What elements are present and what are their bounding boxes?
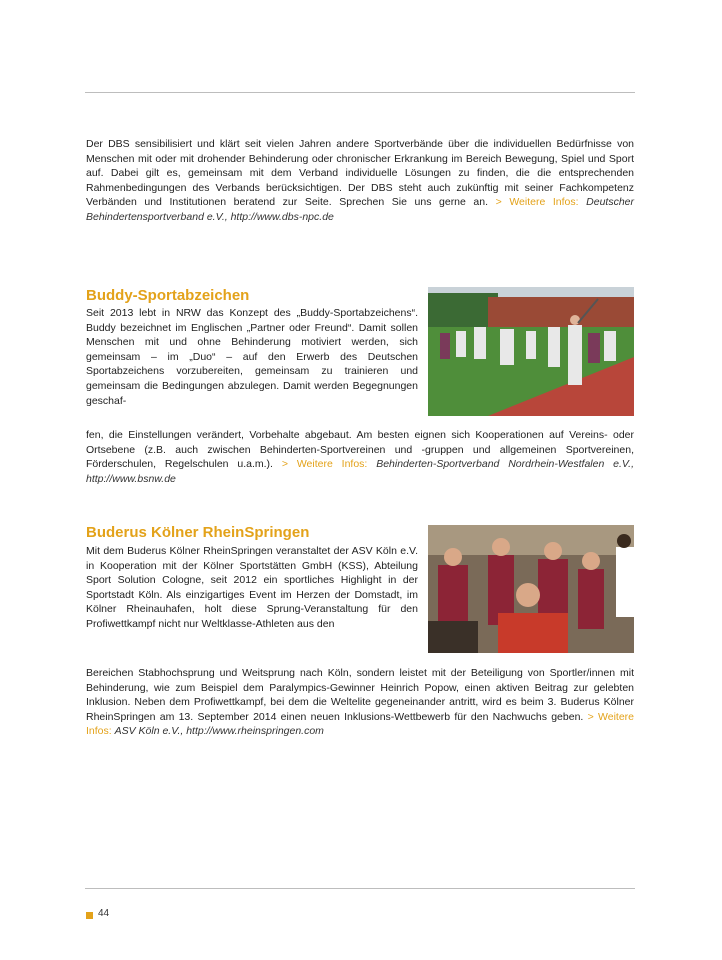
sports-field-photo (428, 287, 634, 416)
section-title-buddy: Buddy-Sportabzeichen (86, 287, 250, 304)
rheinspringen-more-link[interactable]: > Weitere Infos: (86, 710, 634, 738)
buddy-paragraph (86, 428, 634, 486)
buddy-source: Behinderten-Sportverband Nordrhein-Westfalen e.V., http://www.bsnw.de (86, 458, 634, 485)
page-number: 44 (98, 908, 110, 919)
footer-rule (85, 888, 635, 889)
rheinspringen-text: Bereichen Stabhochsprung und Weitsprung nach Köln, sondern leistet mit der Beteiligung von Sportler/innen mit Behinderung, wie zum Beispiel dem Paralympics-Gewinner Heinrich Popow, einen aktiven Beitrag zur gelebten Inklusion. Neben dem Profiwettkampf, bei dem die Weltelite gegeneinander antritt, wird es beim 3. Buderus Kölner RheinSpringen am 13. September 2014 einen neuen Inklusions-Wettbewerb für den Nachwuchs geben. (86, 667, 634, 723)
rheinspringen-paragraph-wrap: Mit dem Buderus Kölner RheinSpringen veranstaltet der ASV Köln e.V. in Kooperation mit der Kölner Sportstätten GmbH (KSS), Abteilung Sport Solution Cologne, seit 2012 ein sportliches Highlight in der Sportstadt Köln. Als einzigartiges Event im Herzen der Domstadt, im Kölner Rheinauhafen, holt diese Sprung-Veranstaltung für den Profiwettkampf nicht nur Weltklasse-Athleten aus den (86, 545, 418, 630)
rheinspringen-paragraph (86, 666, 634, 739)
crowd-photo (428, 525, 634, 653)
intro-more-link[interactable]: > Weitere Infos: (495, 196, 579, 209)
buddy-paragraph-wrap: Seit 2013 lebt in NRW das Konzept des „Buddy-Sportabzeichens“. Buddy bezeichnet im Englischen „Partner oder Freund“. Damit sollen Menschen mit und ohne Behinderung motiviert werden, sich gemeinsam – im „Duo“ – auf den Erwerb des Deutschen Sportabzeichens vorzubereiten, gemeinsam zu trainieren und gemeinsam die Bedingungen abzulegen. Damit werden Begegnungen geschaf- (86, 307, 418, 407)
buddy-more-link[interactable]: > Weitere Infos: (281, 458, 368, 471)
footer-square-icon (86, 912, 93, 919)
header-rule (85, 92, 635, 93)
section-title-rheinspringen: Buderus Kölner RheinSpringen (86, 524, 310, 541)
buddy-text: fen, die Einstellungen verändert, Vorbehalte abgebaut. Am besten eignen sich Kooperationen auf Vereins- oder Ortsebene (z.B. auch zwischen Behinderten-Sportvereinen und -gruppen und allgemeinen Sportvereinen, Förderschulen, Regelschulen u.a.m.). (86, 429, 634, 471)
intro-source: Deutscher Behindertensportverband e.V., http://www.dbs-npc.de (86, 196, 635, 223)
intro-text: Der DBS sensibilisiert und klärt seit vielen Jahren andere Sportverbände über die individuellen Bedürfnisse von Menschen mit oder mit drohender Behinderung oder chronischer Erkrankung im Bereich Bewegung, Spiel und Sport auf. Dabei gilt es, gemeinsam mit dem Verband individuelle Lösungen zu finden, die die entsprechenden Rahmenbedingungen des Verbands berücksichtigen. Der DBS steht auch zukünftig mit seiner Fachkompetenz Verbänden und Institutionen beratend zur Seite. Sprechen Sie uns gerne an. (86, 138, 634, 209)
intro-paragraph (86, 137, 634, 225)
rheinspringen-source: ASV Köln e.V., http://www.rheinspringen.com (114, 725, 324, 738)
